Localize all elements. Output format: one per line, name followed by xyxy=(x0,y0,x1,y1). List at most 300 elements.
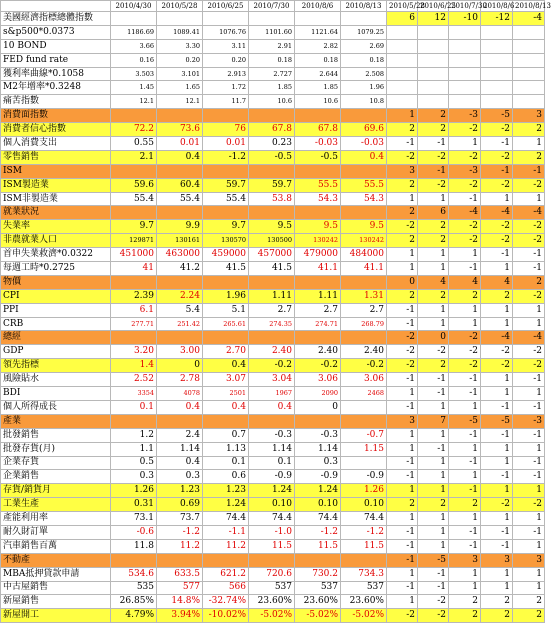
score-cell xyxy=(481,81,513,95)
score-cell: -4 xyxy=(481,331,513,345)
score-cell: -2 xyxy=(513,220,545,234)
value-cell: -1.0 xyxy=(249,525,295,539)
value-cell: 12.1 xyxy=(157,95,203,109)
score-cell: 2 xyxy=(449,609,481,623)
value-cell xyxy=(341,456,387,470)
score-cell: -2 xyxy=(387,331,418,345)
value-cell xyxy=(295,109,341,123)
indicator-label: 首申失業救濟*0.0322 xyxy=(1,248,111,262)
value-cell: 55.4 xyxy=(111,192,157,206)
value-cell: 2501 xyxy=(203,387,249,401)
indicator-row xyxy=(1,387,545,401)
value-cell: 10.6 xyxy=(295,95,341,109)
indicator-label: 中古屋銷售 xyxy=(1,581,111,595)
value-cell: 59.6 xyxy=(111,178,157,192)
value-cell xyxy=(203,164,249,178)
indicator-row xyxy=(1,456,545,470)
value-cell: 59.7 xyxy=(249,178,295,192)
indicator-row xyxy=(1,609,545,623)
score-cell: 1 xyxy=(418,470,449,484)
value-cell: 0.4 xyxy=(249,400,295,414)
score-cell: -2 xyxy=(449,178,481,192)
score-cell: -1 xyxy=(481,248,513,262)
score-cell: -1 xyxy=(387,137,418,151)
value-cell: 3.04 xyxy=(249,373,295,387)
score-cell: 1 xyxy=(449,581,481,595)
value-cell: -5.02% xyxy=(341,609,387,623)
score-cell: 1 xyxy=(513,539,545,553)
value-cell: 130242 xyxy=(295,234,341,248)
score-cell xyxy=(513,53,545,67)
indicator-label: 失業率 xyxy=(1,220,111,234)
score-cell: 1 xyxy=(513,442,545,456)
indicator-label: 零售銷售 xyxy=(1,150,111,164)
value-cell: 2.52 xyxy=(111,373,157,387)
value-cell: 0.20 xyxy=(157,53,203,67)
score-cell xyxy=(418,53,449,67)
value-cell: 41 xyxy=(111,262,157,276)
value-cell: 129871 xyxy=(111,234,157,248)
value-cell: 0.18 xyxy=(249,53,295,67)
value-cell: 3.11 xyxy=(203,39,249,53)
value-cell: 720.6 xyxy=(249,567,295,581)
indicator-row xyxy=(1,25,545,39)
score-cell: 4 xyxy=(481,275,513,289)
value-cell: -1.2 xyxy=(295,525,341,539)
value-cell: 0.23 xyxy=(249,137,295,151)
score-cell: -2 xyxy=(418,595,449,609)
value-cell: 2.40 xyxy=(249,345,295,359)
value-cell: 2.82 xyxy=(295,39,341,53)
score-cell: 2 xyxy=(513,275,545,289)
score-cell: 2 xyxy=(387,289,418,303)
score-cell: 2 xyxy=(418,109,449,123)
value-cell: -0.9 xyxy=(295,470,341,484)
value-cell xyxy=(157,553,203,567)
score-cell: -2 xyxy=(481,345,513,359)
indicator-label: 風險貼水 xyxy=(1,373,111,387)
value-cell: 4078 xyxy=(157,387,203,401)
value-cell: 2.40 xyxy=(295,345,341,359)
score-cell: 6 xyxy=(418,206,449,220)
score-cell: -1 xyxy=(387,317,418,331)
value-cell xyxy=(341,553,387,567)
indicator-label: GDP xyxy=(1,345,111,359)
value-cell: 1.14 xyxy=(295,442,341,456)
score-cell: -10 xyxy=(449,12,481,26)
value-cell xyxy=(157,206,203,220)
score-cell: -2 xyxy=(418,609,449,623)
value-cell: 1.31 xyxy=(341,289,387,303)
value-cell: 4.79% xyxy=(111,609,157,623)
value-cell: 2.644 xyxy=(295,67,341,81)
value-cell xyxy=(295,331,341,345)
value-cell: 1.45 xyxy=(111,81,157,95)
score-cell: 1 xyxy=(449,137,481,151)
score-cell: 1 xyxy=(481,484,513,498)
score-cell: -1 xyxy=(387,553,418,567)
value-cell xyxy=(341,275,387,289)
value-cell: 74.4 xyxy=(295,512,341,526)
score-cell: 1 xyxy=(449,470,481,484)
value-cell: 0.4 xyxy=(203,359,249,373)
value-cell: -1.2 xyxy=(203,150,249,164)
value-cell: 9.7 xyxy=(203,220,249,234)
score-cell: -1 xyxy=(513,428,545,442)
value-cell xyxy=(249,109,295,123)
score-cell: 1 xyxy=(387,248,418,262)
score-cell: -2 xyxy=(449,123,481,137)
score-cell: 2 xyxy=(418,289,449,303)
value-cell: 26.85% xyxy=(111,595,157,609)
score-cell: -2 xyxy=(481,178,513,192)
score-cell: 1 xyxy=(418,192,449,206)
score-cell: -2 xyxy=(449,331,481,345)
value-cell: 0.7 xyxy=(203,428,249,442)
score-cell: 2 xyxy=(387,206,418,220)
value-cell: 0.4 xyxy=(157,456,203,470)
indicator-label: 痛苦指數 xyxy=(1,95,111,109)
score-cell: 1 xyxy=(481,567,513,581)
value-cell: -10.02% xyxy=(203,609,249,623)
score-cell: -1 xyxy=(513,262,545,276)
score-cell: -2 xyxy=(418,178,449,192)
value-cell xyxy=(295,206,341,220)
indicator-label: 10 BOND xyxy=(1,39,111,53)
indicator-row xyxy=(1,192,545,206)
value-cell: 11.2 xyxy=(203,539,249,553)
indicator-label: ISM xyxy=(1,164,111,178)
value-cell: 0.10 xyxy=(295,498,341,512)
value-cell: 2.69 xyxy=(341,39,387,53)
score-cell: 1 xyxy=(387,262,418,276)
score-cell: -2 xyxy=(449,345,481,359)
value-cell: 54.3 xyxy=(341,192,387,206)
value-cell: 1.85 xyxy=(249,81,295,95)
value-cell: 0.4 xyxy=(157,400,203,414)
value-cell: 1.11 xyxy=(249,289,295,303)
value-cell: 1.65 xyxy=(157,81,203,95)
value-cell: 537 xyxy=(249,581,295,595)
indicator-row xyxy=(1,67,545,81)
indicator-row xyxy=(1,525,545,539)
value-cell: 1.1 xyxy=(111,442,157,456)
score-cell: 1 xyxy=(481,317,513,331)
value-cell: 1.23 xyxy=(203,484,249,498)
score-cell: -1 xyxy=(481,137,513,151)
score-cell xyxy=(513,25,545,39)
section-row xyxy=(1,275,545,289)
indicator-row xyxy=(1,400,545,414)
value-cell: 0.55 xyxy=(111,137,157,151)
value-cell: -0.9 xyxy=(249,470,295,484)
value-cell: 9.5 xyxy=(341,220,387,234)
score-cell: -1 xyxy=(513,456,545,470)
indicator-row xyxy=(1,248,545,262)
score-cell: -2 xyxy=(481,359,513,373)
score-cell: 2 xyxy=(513,123,545,137)
score-cell: 1 xyxy=(513,317,545,331)
value-cell: 1.14 xyxy=(157,442,203,456)
value-cell: 3.20 xyxy=(111,345,157,359)
indicator-label: PPI xyxy=(1,303,111,317)
value-cell: 3.94% xyxy=(157,609,203,623)
value-cell xyxy=(111,331,157,345)
value-cell: 3.00 xyxy=(157,345,203,359)
value-cell: 3.66 xyxy=(111,39,157,53)
score-cell: 1 xyxy=(418,400,449,414)
value-cell: 734.3 xyxy=(341,567,387,581)
score-cell: 2 xyxy=(481,595,513,609)
value-cell xyxy=(249,12,295,26)
value-cell xyxy=(203,331,249,345)
value-cell xyxy=(111,109,157,123)
value-cell xyxy=(249,553,295,567)
score-cell xyxy=(387,53,418,67)
value-cell xyxy=(341,331,387,345)
score-cell xyxy=(418,67,449,81)
score-cell: -2 xyxy=(387,359,418,373)
value-cell xyxy=(295,553,341,567)
indicator-label: 汽車銷售百萬 xyxy=(1,539,111,553)
score-cell: -1 xyxy=(449,262,481,276)
score-cell: 1 xyxy=(418,262,449,276)
value-cell: 23.60% xyxy=(341,595,387,609)
value-cell xyxy=(157,275,203,289)
value-cell: -0.7 xyxy=(341,428,387,442)
value-cell xyxy=(295,275,341,289)
value-cell: -5.02% xyxy=(295,609,341,623)
value-cell: 23.60% xyxy=(249,595,295,609)
score-cell: 1 xyxy=(449,248,481,262)
indicator-label: 批發銷售 xyxy=(1,428,111,442)
value-cell: 2.7 xyxy=(249,303,295,317)
score-cell: -2 xyxy=(449,359,481,373)
value-cell: -0.6 xyxy=(111,525,157,539)
value-cell: 0.10 xyxy=(249,498,295,512)
score-cell xyxy=(513,67,545,81)
score-cell: -1 xyxy=(513,400,545,414)
indicator-label: CPI xyxy=(1,289,111,303)
value-cell: -1.2 xyxy=(341,525,387,539)
value-cell: 14.8% xyxy=(157,595,203,609)
score-cell: -1 xyxy=(513,248,545,262)
indicator-row xyxy=(1,12,545,26)
score-cell: -2 xyxy=(387,345,418,359)
value-cell: -0.3 xyxy=(295,428,341,442)
score-cell: 2 xyxy=(449,498,481,512)
value-cell: 0 xyxy=(295,400,341,414)
indicator-row xyxy=(1,373,545,387)
score-cell xyxy=(387,39,418,53)
score-cell xyxy=(481,53,513,67)
value-cell: 130500 xyxy=(249,234,295,248)
header-date-cell: 2010/5/28 xyxy=(387,1,418,12)
value-cell: 0.18 xyxy=(295,53,341,67)
value-cell: 534.6 xyxy=(111,567,157,581)
value-cell: 535 xyxy=(111,581,157,595)
value-cell: 11.5 xyxy=(295,539,341,553)
value-cell: 3354 xyxy=(111,387,157,401)
indicator-label: 非農就業人口 xyxy=(1,234,111,248)
score-cell: 1 xyxy=(481,512,513,526)
value-cell: 74.4 xyxy=(341,512,387,526)
score-cell xyxy=(387,81,418,95)
score-cell: -3 xyxy=(449,164,481,178)
score-cell: 2 xyxy=(418,498,449,512)
value-cell: 73.7 xyxy=(157,512,203,526)
value-cell: 2.4 xyxy=(157,428,203,442)
indicator-row xyxy=(1,81,545,95)
indicator-label: CRB xyxy=(1,317,111,331)
value-cell: -0.9 xyxy=(341,470,387,484)
score-cell: 1 xyxy=(513,581,545,595)
indicator-label: 企業銷售 xyxy=(1,470,111,484)
indicator-row xyxy=(1,498,545,512)
value-cell: 479000 xyxy=(295,248,341,262)
value-cell: 3.101 xyxy=(157,67,203,81)
value-cell: 621.2 xyxy=(203,567,249,581)
value-cell: 3.06 xyxy=(341,373,387,387)
value-cell: 2.508 xyxy=(341,67,387,81)
score-cell: 1 xyxy=(449,317,481,331)
value-cell: 2.7 xyxy=(341,303,387,317)
score-cell: -3 xyxy=(449,109,481,123)
header-date-cell: 2010/5/28 xyxy=(157,1,203,12)
score-cell: 0 xyxy=(418,331,449,345)
value-cell: 3.30 xyxy=(157,39,203,53)
score-cell: -1 xyxy=(481,428,513,442)
score-cell: 1 xyxy=(418,303,449,317)
value-cell xyxy=(203,109,249,123)
value-cell: 55.5 xyxy=(295,178,341,192)
value-cell xyxy=(203,414,249,428)
score-cell: -2 xyxy=(513,234,545,248)
score-cell: -5 xyxy=(481,109,513,123)
value-cell: 12.1 xyxy=(111,95,157,109)
value-cell: 9.5 xyxy=(249,220,295,234)
value-cell: 0.4 xyxy=(341,150,387,164)
score-cell: 2 xyxy=(418,123,449,137)
value-cell: 3.06 xyxy=(295,373,341,387)
value-cell: 1.24 xyxy=(249,484,295,498)
indicator-label: ISM非製造業 xyxy=(1,192,111,206)
score-cell: 3 xyxy=(387,414,418,428)
score-cell: 2 xyxy=(481,609,513,623)
score-cell: -4 xyxy=(449,206,481,220)
score-cell: -4 xyxy=(513,12,545,26)
value-cell: 1.26 xyxy=(111,484,157,498)
value-cell: 60.4 xyxy=(157,178,203,192)
score-cell: 1 xyxy=(418,484,449,498)
indicator-row xyxy=(1,428,545,442)
value-cell: -0.2 xyxy=(341,359,387,373)
score-cell xyxy=(449,81,481,95)
value-cell: -0.5 xyxy=(249,150,295,164)
indicator-label: s&p500*0.0373 xyxy=(1,25,111,39)
score-cell: 1 xyxy=(449,400,481,414)
value-cell: -0.5 xyxy=(295,150,341,164)
score-cell xyxy=(481,39,513,53)
value-cell: 537 xyxy=(295,581,341,595)
value-cell xyxy=(249,414,295,428)
score-cell: -5 xyxy=(449,414,481,428)
value-cell: 1.2 xyxy=(111,428,157,442)
indicator-row xyxy=(1,595,545,609)
indicator-label: 總經 xyxy=(1,331,111,345)
value-cell xyxy=(157,414,203,428)
value-cell: 0.4 xyxy=(203,400,249,414)
value-cell: -5.02% xyxy=(249,609,295,623)
score-cell: 2 xyxy=(449,595,481,609)
score-cell: -1 xyxy=(449,373,481,387)
section-row xyxy=(1,414,545,428)
value-cell: 457000 xyxy=(249,248,295,262)
score-cell: -2 xyxy=(449,234,481,248)
indicator-label: FED fund rate xyxy=(1,53,111,67)
value-cell: 0.5 xyxy=(111,456,157,470)
section-row xyxy=(1,109,545,123)
indicator-label: 個人所得成長 xyxy=(1,400,111,414)
indicator-label: 新屋開工 xyxy=(1,609,111,623)
value-cell: 1121.64 xyxy=(295,25,341,39)
value-cell: 41.1 xyxy=(341,262,387,276)
indicator-row xyxy=(1,303,545,317)
score-cell: 1 xyxy=(387,484,418,498)
indicator-row xyxy=(1,178,545,192)
indicator-label: 就業狀況 xyxy=(1,206,111,220)
header-date-cell: 2010/8/6 xyxy=(481,1,513,12)
indicator-label: M2年增率*0.3248 xyxy=(1,81,111,95)
value-cell: 72.2 xyxy=(111,123,157,137)
value-cell: 41.2 xyxy=(157,262,203,276)
value-cell: 11.5 xyxy=(249,539,295,553)
indicator-row xyxy=(1,123,545,137)
score-cell xyxy=(449,53,481,67)
value-cell: -0.2 xyxy=(295,359,341,373)
score-cell xyxy=(387,25,418,39)
value-cell: 2.78 xyxy=(157,373,203,387)
score-cell: -4 xyxy=(513,331,545,345)
indicator-row xyxy=(1,39,545,53)
value-cell: 53.8 xyxy=(249,192,295,206)
score-cell: -2 xyxy=(513,289,545,303)
value-cell: 3.503 xyxy=(111,67,157,81)
score-cell: -1 xyxy=(481,470,513,484)
score-cell: -1 xyxy=(449,456,481,470)
score-cell: 3 xyxy=(387,164,418,178)
score-cell: 1 xyxy=(418,512,449,526)
value-cell: 0.4 xyxy=(157,150,203,164)
score-cell: -2 xyxy=(387,150,418,164)
indicator-row xyxy=(1,539,545,553)
indicator-row xyxy=(1,442,545,456)
score-cell: 1 xyxy=(387,428,418,442)
value-cell: 1.72 xyxy=(203,81,249,95)
score-cell xyxy=(418,39,449,53)
value-cell: 1.24 xyxy=(295,484,341,498)
value-cell: 0.18 xyxy=(341,53,387,67)
value-cell: -0.03 xyxy=(295,137,341,151)
indicator-label: 批發存貨(月) xyxy=(1,442,111,456)
value-cell: 1.14 xyxy=(249,442,295,456)
score-cell: 6 xyxy=(387,12,418,26)
value-cell xyxy=(111,206,157,220)
indicator-row xyxy=(1,150,545,164)
header-date-cell: 2010/6/25 xyxy=(203,1,249,12)
value-cell: 1.85 xyxy=(295,81,341,95)
value-cell xyxy=(295,164,341,178)
